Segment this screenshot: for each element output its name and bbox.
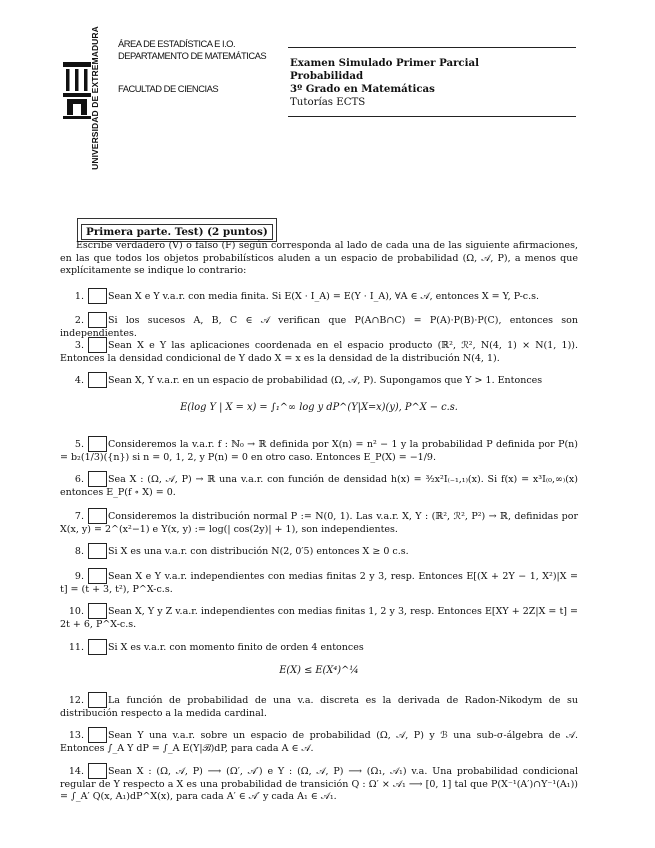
answer-box-5[interactable] <box>88 436 107 452</box>
university-name: UNIVERSIDAD DE EXTREMADURA <box>90 26 100 170</box>
answer-box-10[interactable] <box>88 603 107 619</box>
department-block <box>118 38 266 62</box>
question-number: 9. <box>74 571 84 582</box>
question-text: La función de probabilidad de una v.a. discreta es la derivada de Radon-Nikodym de su distribución respecto a la medida cardinal. <box>60 695 578 719</box>
question-text: Si X es v.a.r. con momento finito de orden 4 entonces <box>108 642 364 653</box>
question-number: 4. <box>74 375 84 386</box>
area-name: ÁREA DE ESTADÍSTICA E I.O. <box>118 38 236 49</box>
section-title: Primera parte. Test) (2 puntos) <box>81 224 273 240</box>
header-top-rule <box>288 47 576 48</box>
question-text: Sean X e Y v.a.r. independientes con medias finitas 2 y 3, resp. Entonces E[(X + 2Y − 1, X²)|X = t] = (t + 3, t²), P^X-c.s. <box>60 571 578 595</box>
question-text: Si los sucesos A, B, C ∈ 𝒜 verifican que P(A∩B∩C) = P(A)·P(B)·P(C), entonces son independientes. <box>60 315 578 339</box>
answer-box-2[interactable] <box>88 312 107 328</box>
question-number: 10. <box>68 606 84 617</box>
question-text: Sean X, Y v.a.r. en un espacio de probabilidad (Ω, 𝒜, P). Supongamos que Y > 1. Entonces <box>108 375 543 386</box>
instructions-text: Escribe verdadero (V) o falso (F) según corresponda al lado de cada una de las siguiente afirmaciones, en las que todos los objetos probabilísticos aluden a un espacio de probabilidad (Ω, 𝒜, P), a menos que explícitamente se indique lo contrario: <box>60 240 578 276</box>
answer-box-12[interactable] <box>88 692 107 708</box>
question-text: Sean X : (Ω, 𝒜, P) ⟶ (Ω′, 𝒜′) e Y : (Ω, 𝒜, P) ⟶ (Ω₁, 𝒜₁) v.a. Una probabilidad condicional regular de Y respecto a X es una probabilidad de transición Q : Ω′ × 𝒜₁ ⟶ [0, 1] tal que P(X⁻¹(A′)∩Y⁻¹(A₁)) = ∫_A′ Q(x, A₁)dP^X(x), para cada A′ ∈ 𝒜′ y cada A₁ ∈ 𝒜₁. <box>60 766 578 802</box>
question-text: Consideremos la distribución normal P := N(0, 1). Las v.a.r. X, Y : (ℝ², ℛ², P²) → ℝ, definidas por X(x, y) = 2^(x²−1) e Y(x, y) := log(| cos(2y)| + 1), son independientes. <box>60 511 578 535</box>
answer-box-11[interactable] <box>88 639 107 655</box>
answer-box-6[interactable] <box>88 471 107 487</box>
question-2 <box>60 315 578 340</box>
formula-q4: E(log Y | X = x) = ∫₁^∞ log y dP^(Y|X=x)(y), P^X − c.s. <box>180 402 458 413</box>
exam-info <box>290 57 479 109</box>
answer-box-9[interactable] <box>88 568 107 584</box>
question-text: Sean X e Y las aplicaciones coordenada en el espacio producto (ℝ², ℛ², N(4, 1) × N(1, 1)). Entonces la densidad condicional de Y dado X = x es la densidad de la distribución N(4, 1). <box>60 340 578 364</box>
question-3 <box>60 340 578 365</box>
section-title-box <box>77 218 277 242</box>
question-9 <box>60 571 578 596</box>
question-8 <box>60 546 578 559</box>
question-text: Sean X e Y v.a.r. con media finita. Si E(X · I_A) = E(Y · I_A), ∀A ∈ 𝒜, entonces X = Y, P-c.s. <box>108 291 540 302</box>
question-14 <box>60 766 578 804</box>
faculty-name: FACULTAD DE CIENCIAS <box>118 83 219 94</box>
answer-box-7[interactable] <box>88 508 107 524</box>
question-number: 1. <box>74 291 84 302</box>
question-text: Consideremos la v.a.r. f : ℕ₀ → ℝ definida por X(n) = n² − 1 y la probabilidad P definida por P(n) = b₂(1/3)({n}) si n = 0, 1, 2, y P(n) = 0 en otro caso. Entonces E_P(X) = −1/9. <box>60 439 578 463</box>
question-number: 14. <box>68 766 84 777</box>
question-7 <box>60 511 578 536</box>
question-number: 13. <box>68 730 84 741</box>
question-13 <box>60 730 578 755</box>
question-number: 11. <box>68 642 84 653</box>
answer-box-13[interactable] <box>88 727 107 743</box>
question-6 <box>60 474 578 499</box>
question-text: Sean Y una v.a.r. sobre un espacio de probabilidad (Ω, 𝒜, P) y ℬ una sub-σ-álgebra de 𝒜. Entonces ∫_A Y dP = ∫_A E(Y|ℬ)dP, para cada A ∈ 𝒜. <box>60 730 578 754</box>
question-11 <box>60 642 578 655</box>
exam-grade: 3º Grado en Matemáticas <box>290 83 435 95</box>
header-bottom-rule <box>288 116 576 117</box>
question-5 <box>60 439 578 464</box>
question-text: Sea X : (Ω, 𝒜, P) → ℝ una v.a.r. con función de densidad h(x) = ³⁄₂x²I₍₋₁,₁₎(x). Si f(x) = x³I₍₀,∞₎(x) entonces E_P(f ∘ X) = 0. <box>60 474 578 498</box>
question-10 <box>60 606 578 631</box>
formula-q11: E(X) ≤ E(X⁴)^¼ <box>279 665 359 676</box>
exam-tutorials: Tutorías ECTS <box>290 97 366 108</box>
department-name: DEPARTAMENTO DE MATEMÁTICAS <box>118 50 267 61</box>
question-number: 6. <box>74 474 84 485</box>
question-number: 2. <box>74 315 84 326</box>
question-number: 7. <box>74 511 84 522</box>
question-number: 5. <box>74 439 84 450</box>
answer-box-3[interactable] <box>88 337 107 353</box>
question-number: 3. <box>74 340 84 351</box>
exam-title: Examen Simulado Primer Parcial <box>290 57 479 69</box>
answer-box-1[interactable] <box>88 288 107 304</box>
question-number: 8. <box>74 546 84 557</box>
instructions <box>60 240 578 278</box>
answer-box-4[interactable] <box>88 372 107 388</box>
question-4 <box>60 375 578 388</box>
answer-box-8[interactable] <box>88 543 107 559</box>
question-number: 12. <box>68 695 84 706</box>
exam-subject: Probabilidad <box>290 70 364 82</box>
question-text: Sean X, Y y Z v.a.r. independientes con medias finitas 1, 2 y 3, resp. Entonces E[XY + 2Z|X = t] = 2t + 6, P^X-c.s. <box>60 606 578 630</box>
question-1 <box>60 291 578 304</box>
question-text: Si X es una v.a.r. con distribución N(2, 0′5) entonces X ≥ 0 c.s. <box>108 546 409 557</box>
question-12 <box>60 695 578 720</box>
answer-box-14[interactable] <box>88 763 107 779</box>
